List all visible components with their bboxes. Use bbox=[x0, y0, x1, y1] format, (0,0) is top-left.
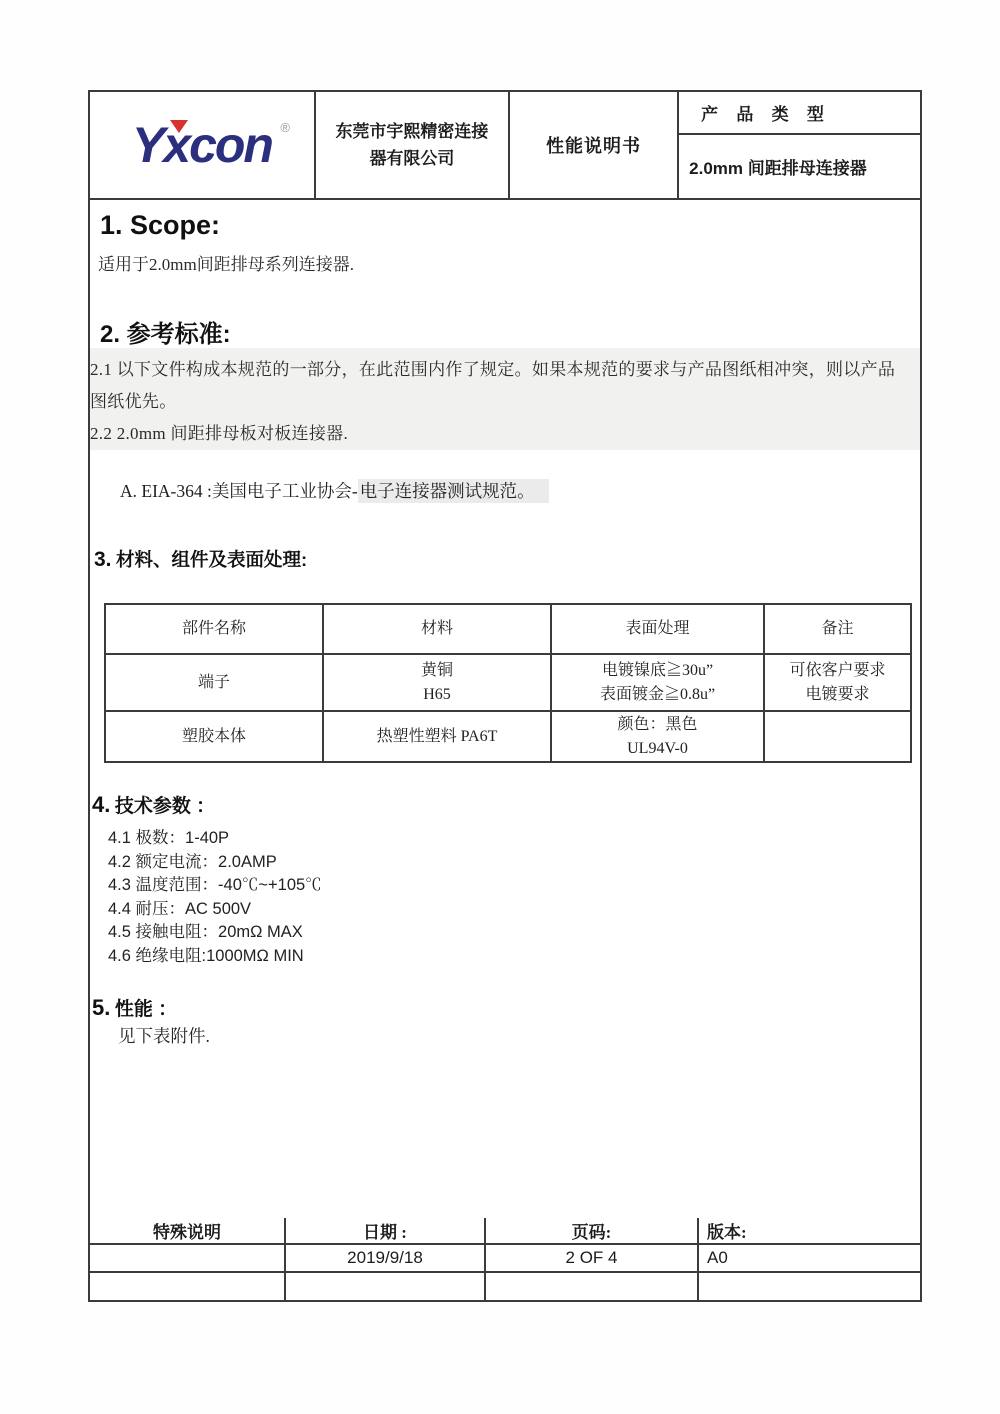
section2-title: 2. 参考标准: bbox=[100, 321, 231, 348]
date-value: 2019/9/18 bbox=[285, 1244, 485, 1272]
surface-line2: 表面镀金≧0.8u” bbox=[599, 685, 716, 703]
version-label: 版本: bbox=[698, 1218, 920, 1244]
materials-row-housing bbox=[105, 711, 911, 762]
materials-header-surface: 表面处理 bbox=[551, 604, 764, 654]
cell-material bbox=[323, 654, 551, 711]
logo-cell bbox=[90, 92, 316, 198]
cell-part: 端子 bbox=[105, 654, 323, 711]
footer-label-row bbox=[90, 1218, 920, 1244]
footer-table bbox=[90, 1218, 920, 1300]
materials-header-row bbox=[105, 604, 911, 654]
product-category-label: 产 品 类 型 bbox=[679, 92, 920, 135]
section5-body: 见下表附件. bbox=[118, 1026, 210, 1046]
product-name: 2.0mm 间距排母连接器 bbox=[689, 159, 867, 178]
version-value: A0 bbox=[698, 1244, 920, 1272]
ref-paragraph-2-1-line1: 2.1 以下文件构成本规范的一部分，在此范围内作了规定。如果本规范的要求与产品图纸相冲突，则以产品 bbox=[90, 360, 896, 379]
cell-remark bbox=[764, 654, 911, 711]
materials-header-part: 部件名称 bbox=[105, 604, 323, 654]
remark-line2: 电镀要求 bbox=[805, 685, 870, 703]
materials-header-remark: 备注 bbox=[764, 604, 911, 654]
special-note-label: 特殊说明 bbox=[90, 1218, 285, 1244]
tech-item-temperature-range: 4.3 温度范围：-40℃~+105℃ bbox=[108, 876, 322, 894]
footer-empty-row bbox=[90, 1272, 920, 1300]
tech-item-withstand-voltage: 4.4 耐压：AC 500V bbox=[108, 899, 252, 918]
materials-row-terminal bbox=[105, 654, 911, 711]
cell-surface bbox=[551, 711, 764, 762]
surface-line1: 电镀镍底≧30u” bbox=[601, 661, 714, 679]
section4-title bbox=[92, 791, 215, 818]
tech-item-contact-resistance: 4.5 接触电阻：20mΩ MAX bbox=[108, 923, 303, 941]
section3-title-text: 材料、组件及表面处理: bbox=[115, 549, 308, 570]
footer-value-row bbox=[90, 1244, 920, 1272]
reference-item-a bbox=[120, 478, 549, 503]
tech-item-pole-count: 4.1 极数：1-40P bbox=[108, 829, 230, 847]
ref-paragraph-2-1-line2: 图纸优先。 bbox=[90, 392, 177, 411]
section4-title-text: 技术参数 ： bbox=[114, 796, 216, 817]
section4-number: 4. bbox=[92, 792, 111, 817]
page-label: 页码: bbox=[485, 1218, 698, 1244]
materials-header-material: 材料 bbox=[323, 604, 551, 654]
logo-triangle-icon bbox=[170, 120, 188, 133]
section1-scope-body: 适用于2.0mm间距排母系列连接器. bbox=[98, 255, 354, 274]
surface-line2: UL94V-0 bbox=[627, 739, 688, 757]
section5-number: 5. bbox=[92, 995, 111, 1020]
section5-title bbox=[92, 994, 177, 1021]
section2-paragraph-band bbox=[90, 348, 920, 450]
doc-type-label: 性能说明书 bbox=[546, 136, 642, 156]
section3-number: 3. bbox=[94, 548, 112, 571]
material-line1: 黄铜 bbox=[420, 661, 453, 679]
logo-wordmark: Yxcon bbox=[131, 117, 272, 173]
section3-title bbox=[94, 546, 307, 572]
document-header bbox=[90, 92, 920, 200]
remark-line1: 可依客户要求 bbox=[789, 661, 886, 679]
date-label: 日期 : bbox=[285, 1218, 485, 1244]
section5-title-text: 性能 ： bbox=[114, 999, 178, 1020]
company-name-line1: 东莞市宇熙精密连接 bbox=[335, 121, 489, 141]
doc-type-cell bbox=[510, 92, 679, 198]
tech-parameter-list bbox=[108, 827, 322, 968]
cell-material: 热塑性塑料 PA6T bbox=[323, 711, 551, 762]
page-value: 2 OF 4 bbox=[485, 1244, 698, 1272]
material-line2: H65 bbox=[423, 685, 451, 703]
document-frame bbox=[88, 90, 922, 1302]
cell-surface bbox=[551, 654, 764, 711]
cell-part: 塑胶本体 bbox=[105, 711, 323, 762]
tech-item-insulation-resistance: 4.6 绝缘电阻:1000MΩ MIN bbox=[108, 946, 304, 965]
materials-table bbox=[104, 603, 912, 763]
ref-paragraph-2-2: 2.2 2.0mm 间距排母板对板连接器. bbox=[90, 424, 348, 443]
reference-a-prefix: A. EIA-364 :美国电子工业协会- bbox=[120, 481, 358, 501]
company-name-line2: 器有限公司 bbox=[369, 149, 455, 168]
surface-line1: 颜色：黑色 bbox=[617, 715, 698, 733]
section1-scope-title: 1. Scope: bbox=[100, 210, 221, 240]
product-type-cell bbox=[679, 92, 920, 198]
registered-trademark-icon: ® bbox=[280, 120, 290, 135]
company-name-cell bbox=[316, 92, 510, 198]
special-note-value bbox=[90, 1244, 285, 1272]
cell-remark bbox=[764, 711, 911, 762]
tech-item-rated-current: 4.2 额定电流：2.0AMP bbox=[108, 852, 277, 871]
yxcon-logo bbox=[118, 117, 290, 173]
reference-a-highlight: 电子连接器测试规范。 bbox=[358, 479, 549, 503]
